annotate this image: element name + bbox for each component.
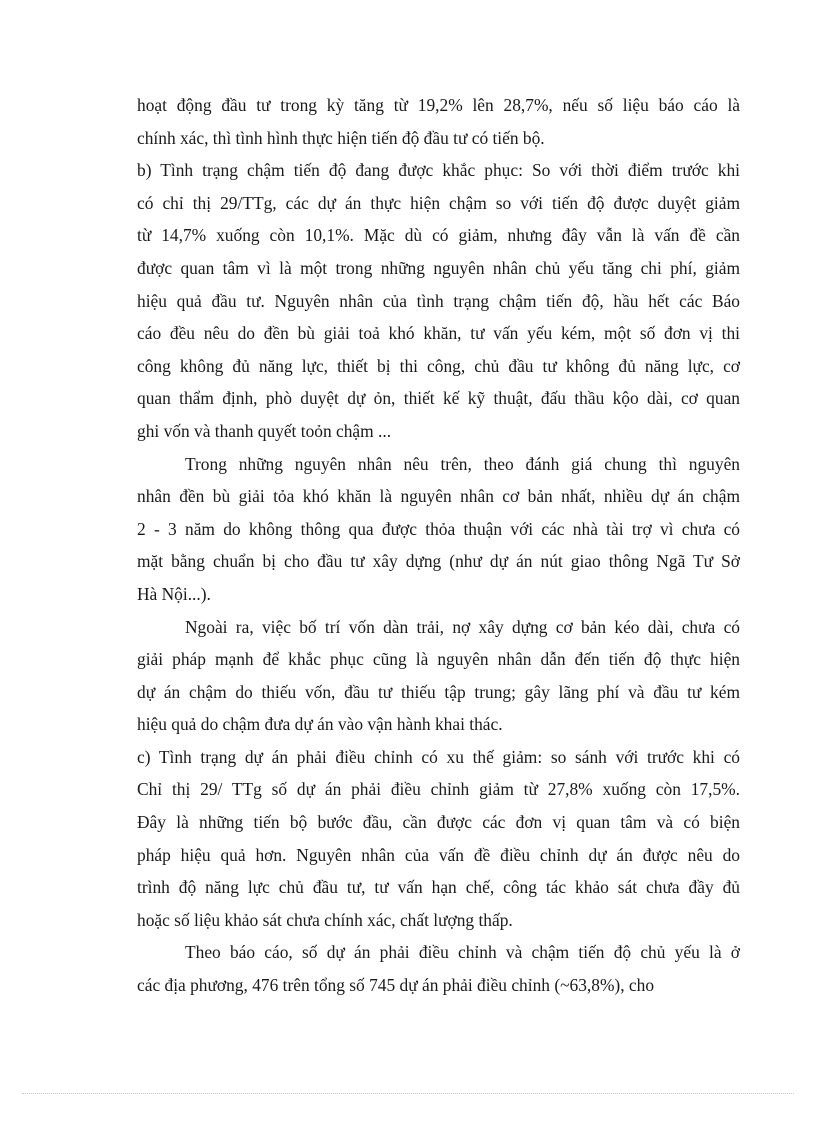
text-line: cáo đều nêu do đền bù giải toả khó khăn, tư vấn yếu kém, một số đơn vị thi xyxy=(137,323,740,344)
text-line: hiệu quả do chậm đưa dự án vào vận hành khai thác. xyxy=(137,714,503,735)
text-line: Theo báo cáo, số dự án phải điều chỉnh và chậm tiến độ chủ yếu là ở xyxy=(185,942,740,963)
text-line: chính xác, thì tình hình thực hiện tiến độ đầu tư có tiến bộ. xyxy=(137,127,545,148)
paragraph-6 xyxy=(137,936,740,1001)
text-line: mặt bằng chuẩn bị cho đầu tư xây dựng (như dự án nút giao thông Ngã Tư Sở xyxy=(137,551,740,572)
text-line: 2 - 3 năm do không thông qua được thỏa thuận với các nhà tài trợ vì chưa có xyxy=(137,518,740,539)
document-body xyxy=(137,89,740,1002)
page-bottom-divider xyxy=(22,1093,794,1094)
text-line: ghi vốn và thanh quyết toỏn chậm ... xyxy=(137,420,392,441)
text-line: Đây là những tiến bộ bước đầu, cần được các đơn vị quan tâm và có biện xyxy=(137,812,740,833)
text-line: dự án chậm do thiếu vốn, đầu tư thiếu tập trung; gây lãng phí và đầu tư kém xyxy=(137,681,740,702)
text-line: b) Tình trạng chậm tiến độ đang được khắc phục: So với thời điểm trước khi xyxy=(137,160,740,181)
text-line: giải pháp mạnh để khắc phục cũng là nguyên nhân dẫn đến tiến độ thực hiện xyxy=(137,649,740,670)
paragraph-1 xyxy=(137,89,740,154)
text-line: có chỉ thị 29/TTg, các dự án thực hiện chậm so với tiến độ được duyệt giảm xyxy=(137,192,740,213)
text-line: được quan tâm vì là một trong những nguyên nhân chủ yếu tăng chi phí, giảm xyxy=(137,257,740,278)
text-line: công không đủ năng lực, thiết bị thi công, chủ đầu tư không đủ năng lực, cơ xyxy=(137,355,740,376)
text-line: từ 14,7% xuống còn 10,1%. Mặc dù có giảm, nhưng đây vẫn là vấn đề cần xyxy=(137,225,740,246)
text-line: Chỉ thị 29/ TTg số dự án phải điều chỉnh giảm từ 27,8% xuống còn 17,5%. xyxy=(137,779,740,800)
text-line: hoặc số liệu khảo sát chưa chính xác, chất lượng thấp. xyxy=(137,909,513,930)
paragraph-3 xyxy=(137,448,740,611)
text-line: Hà Nội...). xyxy=(137,583,211,604)
paragraph-2 xyxy=(137,154,740,447)
text-line: pháp hiệu quả hơn. Nguyên nhân của vấn đề điều chỉnh dự án được nêu do xyxy=(137,844,740,865)
text-line: Ngoài ra, việc bố trí vốn dàn trải, nợ xây dựng cơ bản kéo dài, chưa có xyxy=(185,616,740,637)
paragraph-5 xyxy=(137,741,740,937)
text-line: c) Tình trạng dự án phải điều chỉnh có xu thế giảm: so sánh với trước khi có xyxy=(137,746,740,767)
text-line: hoạt động đầu tư trong kỳ tăng từ 19,2% lên 28,7%, nếu số liệu báo cáo là xyxy=(137,95,740,115)
text-line: trình độ năng lực chủ đầu tư, tư vấn hạn chế, công tác khảo sát chưa đầy đủ xyxy=(137,877,740,898)
text-line: nhân đền bù giải tỏa khó khăn là nguyên nhân cơ bản nhất, nhiều dự án chậm xyxy=(137,486,740,507)
text-line: các địa phương, 476 trên tổng số 745 dự án phải điều chỉnh (~63,8%), cho xyxy=(137,975,655,996)
paragraph-4 xyxy=(137,611,740,741)
text-line: Trong những nguyên nhân nêu trên, theo đánh giá chung thì nguyên xyxy=(185,453,740,474)
text-line: hiệu quả đầu tư. Nguyên nhân của tình trạng chậm tiến độ, hầu hết các Báo xyxy=(137,290,740,311)
text-line: quan thẩm định, phò duyệt dự ỏn, thiết kế kỹ thuật, đấu thầu kộo dài, cơ quan xyxy=(137,388,740,409)
